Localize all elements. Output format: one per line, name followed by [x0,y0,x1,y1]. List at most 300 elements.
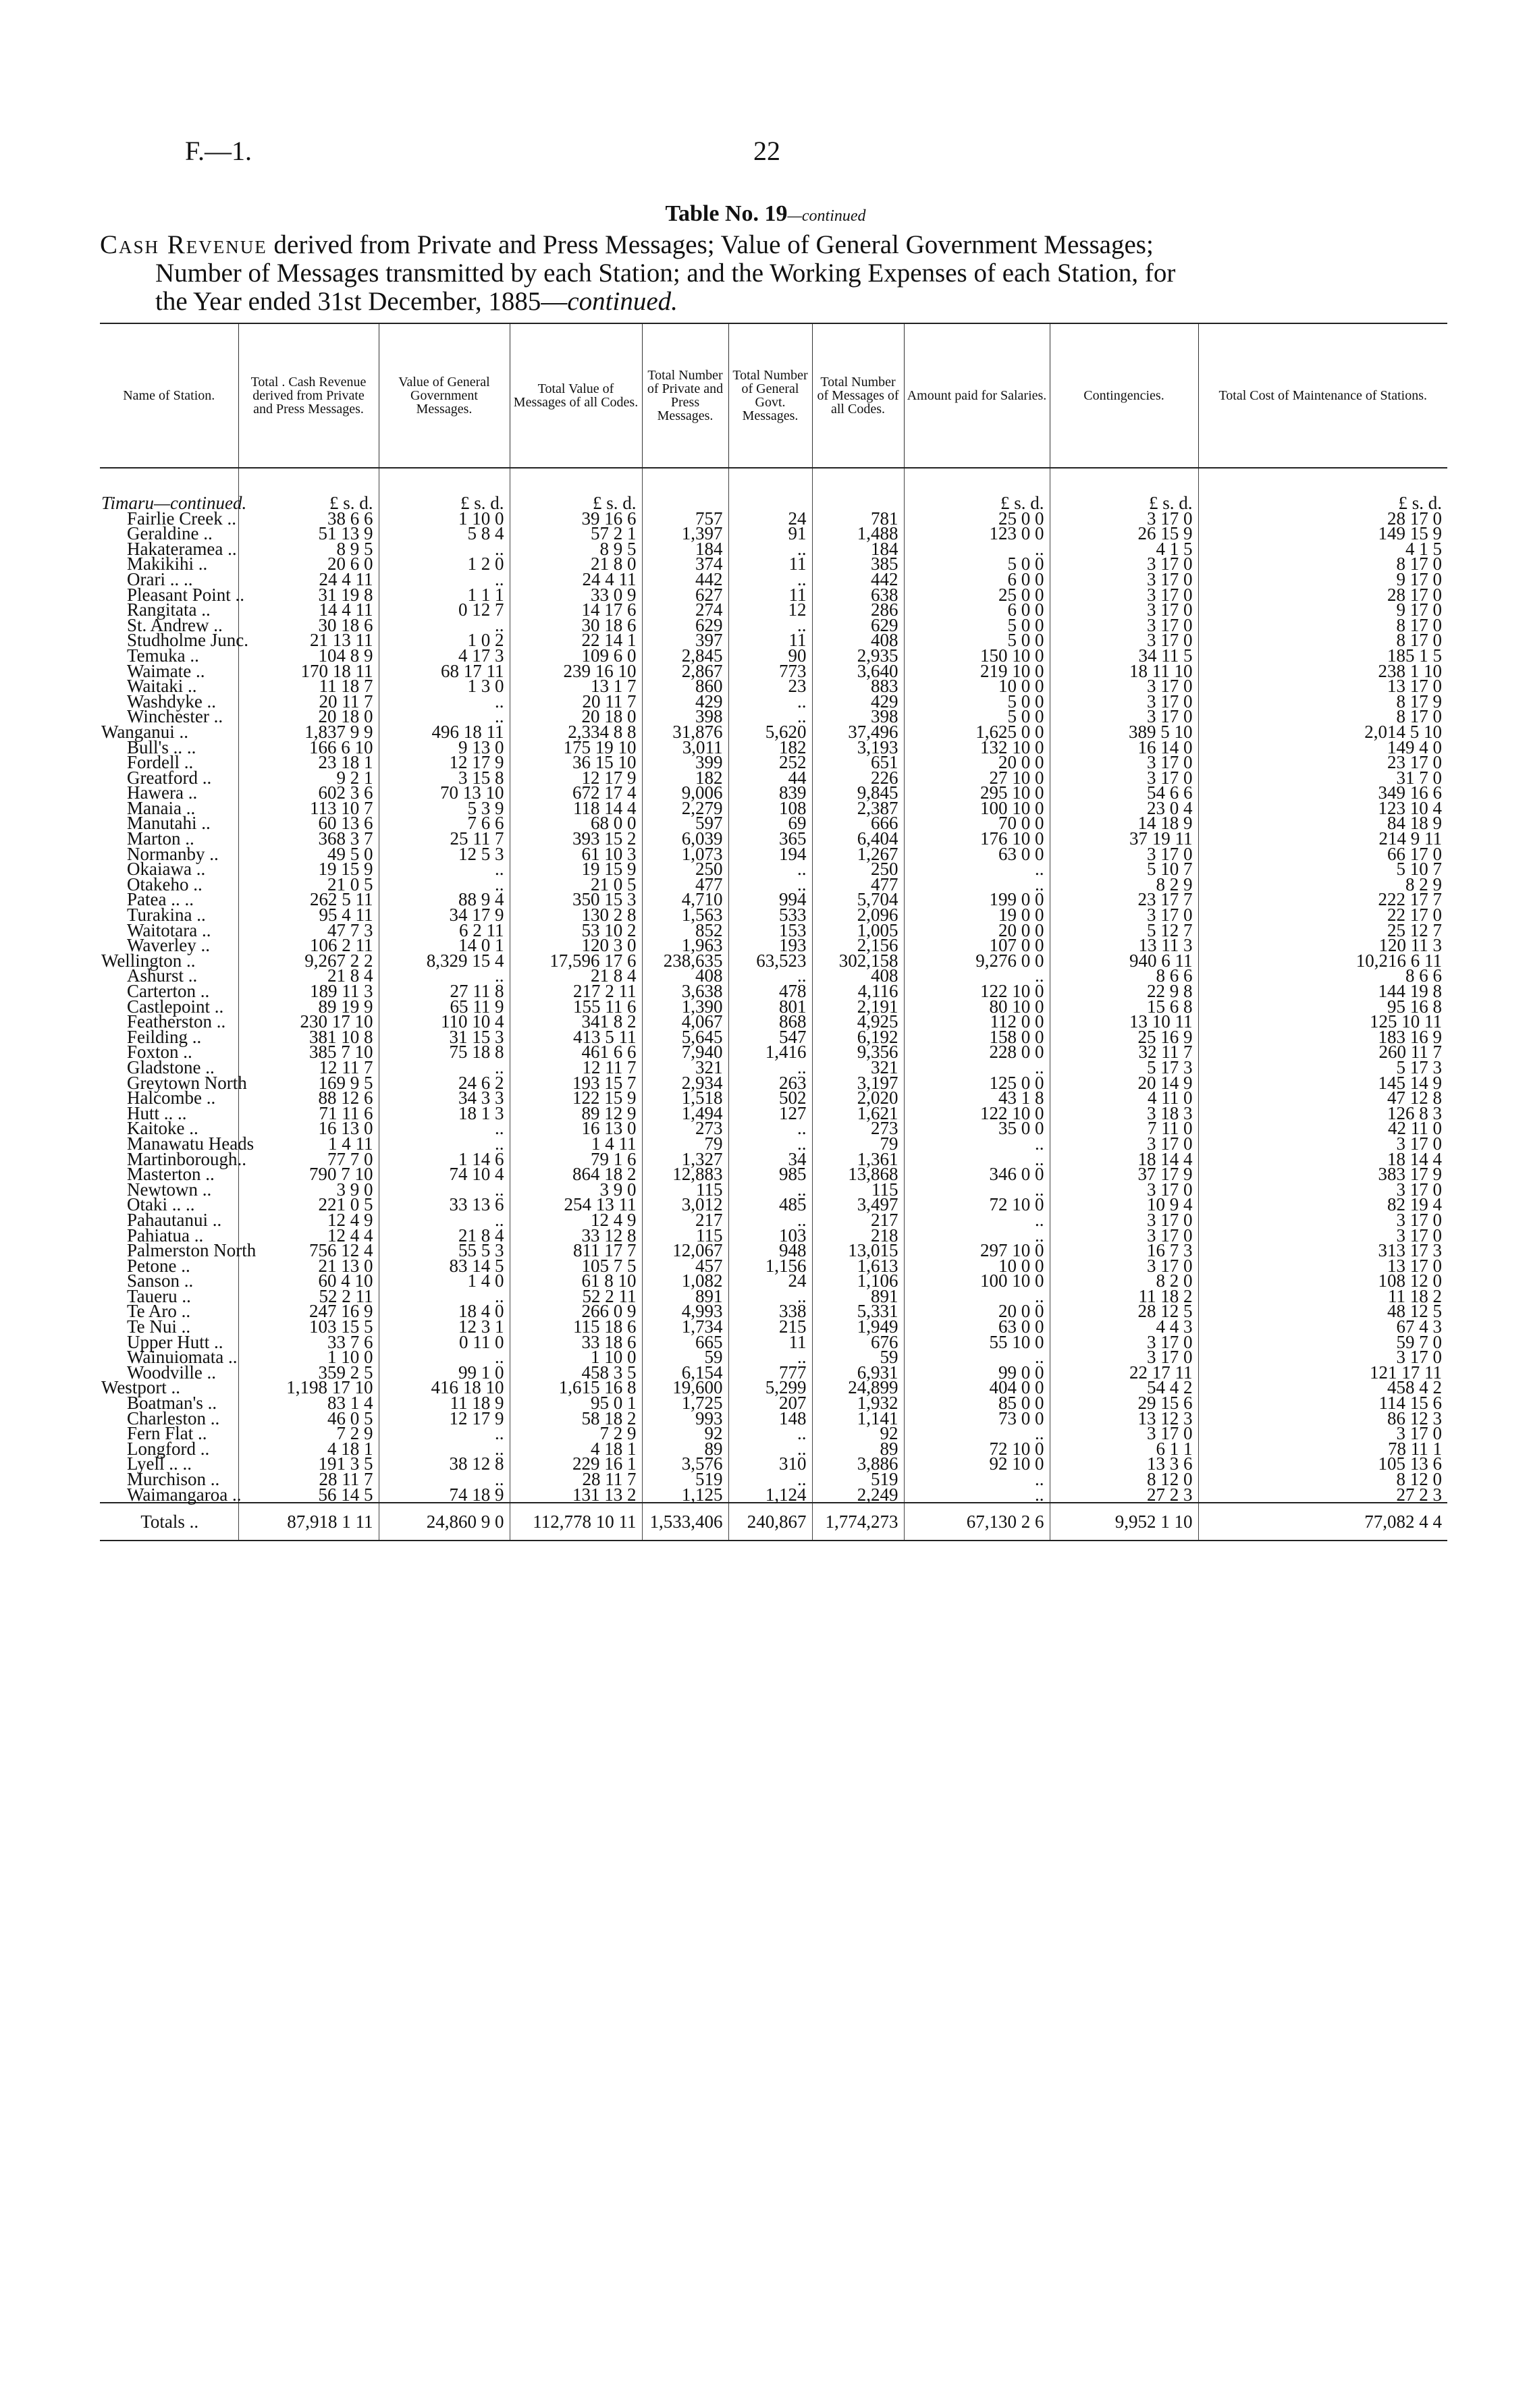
cash-revenue-cell: 247 16 9 [238,1304,379,1319]
salaries-cell: .. [904,1136,1050,1152]
govt-value-cell: .. [379,1426,510,1441]
cash-revenue-cell: 56 14 5 [238,1487,379,1503]
private-count-cell: 12,067 [642,1243,728,1258]
govt-value-cell: 99 1 0 [379,1365,510,1381]
private-count-cell: 6,154 [642,1365,728,1381]
salaries-cell: 72 10 0 [904,1441,1050,1457]
govt-value-cell: 18 1 3 [379,1106,510,1121]
table-row [100,861,1447,877]
private-count-cell: 2,845 [642,648,728,664]
station-name-cell: Wellington .. [101,950,196,971]
total-value-cell: 12 4 9 [510,1212,642,1228]
cash-revenue-cell: 4 18 1 [238,1441,379,1457]
contingencies-cell: 8 2 0 [1050,1273,1198,1289]
table-row [100,1197,1447,1212]
salaries-cell: 35 0 0 [904,1121,1050,1136]
station-name-cell: Newtown .. [127,1179,212,1200]
salaries-cell: 6 0 0 [904,602,1050,618]
cash-revenue-cell: 8 9 5 [238,541,379,557]
govt-value-cell: 7 6 6 [379,815,510,831]
salaries-cell: 123 0 0 [904,526,1050,541]
total-value-cell: 28 11 7 [510,1472,642,1487]
private-count-cell: 1,725 [642,1395,728,1411]
total-count-cell: 273 [812,1121,904,1136]
govt-value-cell: 12 5 3 [379,847,510,862]
station-name-cell: Okaiawa .. [127,859,206,880]
totals-row [100,1503,1447,1541]
salaries-cell: 1,625 0 0 [904,724,1050,740]
total-count-cell: 4,925 [812,1014,904,1029]
total-value-cell: 12 17 9 [510,770,642,786]
total-count-cell: 5,331 [812,1304,904,1319]
contingencies-cell: 37 17 9 [1050,1167,1198,1182]
station-name-cell: Waimate .. [127,660,205,681]
private-count-cell: 629 [642,618,728,633]
govt-value-cell: 75 18 8 [379,1044,510,1060]
govt-count-cell: .. [728,709,812,724]
cash-revenue-cell: 9,267 2 2 [238,953,379,969]
table-row [100,587,1447,603]
table-row [100,815,1447,831]
cash-revenue-cell: 46 0 5 [238,1411,379,1426]
unit-label: £ s. d. [379,496,510,511]
station-name-cell: Greatford .. [127,767,212,788]
private-count-cell: 79 [642,1136,728,1152]
cash-revenue-cell: 12 4 4 [238,1228,379,1243]
govt-count-cell: 478 [728,984,812,999]
cash-revenue-cell: 191 3 5 [238,1456,379,1472]
govt-count-cell: 63,523 [728,953,812,969]
total-value-cell: 68 0 0 [510,815,642,831]
total-count-cell: 2,935 [812,648,904,664]
table-row [100,1136,1447,1152]
station-name-cell: Woodville .. [127,1362,217,1383]
private-count-cell: 2,934 [642,1075,728,1091]
cash-revenue-cell: 51 13 9 [238,526,379,541]
contingencies-cell: 3 17 0 [1050,1335,1198,1350]
station-name-cell: Lyell .. .. [127,1453,192,1474]
govt-count-cell: 91 [728,526,812,541]
contingencies-cell: 13 3 6 [1050,1456,1198,1472]
cash-revenue-cell: 31 19 8 [238,587,379,603]
maintenance-cell: 105 13 6 [1198,1456,1447,1472]
total-value-cell: 1 4 11 [510,1136,642,1152]
table-row [100,1228,1447,1243]
contingencies-cell: 13 11 3 [1050,938,1198,953]
station-name-cell: Pahiatua .. [127,1225,204,1246]
private-count-cell: 4,067 [642,1014,728,1029]
govt-count-cell: .. [728,1182,812,1198]
station-name-cell: Taueru .. [127,1285,191,1306]
govt-value-cell: 12 17 9 [379,755,510,770]
contingencies-cell: 3 17 0 [1050,602,1198,618]
contingencies-cell: 3 17 0 [1050,633,1198,648]
govt-value-cell: 12 3 1 [379,1319,510,1335]
govt-count-cell: 338 [728,1304,812,1319]
contingencies-cell: 22 9 8 [1050,984,1198,999]
total-count-cell: 6,931 [812,1365,904,1381]
station-name-cell: Otakeho .. [127,874,203,894]
table-row [100,694,1447,710]
unit-label: £ s. d. [904,496,1050,511]
cash-revenue-cell: 103 15 5 [238,1319,379,1335]
cash-revenue-cell: 3 9 0 [238,1182,379,1198]
total-count-cell: 666 [812,815,904,831]
salaries-cell: .. [904,1426,1050,1441]
contingencies-cell: 5 10 7 [1050,861,1198,877]
contingencies-cell: 940 6 11 [1050,953,1198,969]
salaries-cell: 219 10 0 [904,664,1050,679]
govt-count-cell: 23 [728,678,812,694]
private-count-cell: 115 [642,1228,728,1243]
contingencies-cell: 23 0 4 [1050,801,1198,816]
total-count-cell: 2,096 [812,907,904,923]
cash-revenue-cell: 1,837 9 9 [238,724,379,740]
total-value-cell: 19 15 9 [510,861,642,877]
station-name-cell: Fairlie Creek .. [127,508,236,529]
col-header-salaries: Amount paid for Salaries. [904,323,1050,468]
maintenance-cell: 349 16 6 [1198,785,1447,801]
maintenance-cell: 25 12 7 [1198,923,1447,938]
cash-revenue-cell: 33 7 6 [238,1335,379,1350]
govt-value-cell: 1 10 0 [379,511,510,527]
contingencies-cell: 10 9 4 [1050,1197,1198,1212]
contingencies-cell: 23 17 7 [1050,892,1198,907]
maintenance-cell: 4 1 5 [1198,541,1447,557]
cash-revenue-cell: 756 12 4 [238,1243,379,1258]
salaries-cell: .. [904,1182,1050,1198]
govt-count-cell: 485 [728,1197,812,1212]
cash-revenue-cell: 21 13 11 [238,633,379,648]
private-count-cell: 2,279 [642,801,728,816]
govt-value-cell: 5 8 4 [379,526,510,541]
govt-value-cell: 1 2 0 [379,556,510,572]
total-value-cell: 79 1 6 [510,1152,642,1167]
total-count-cell: 89 [812,1441,904,1457]
govt-count-cell: 24 [728,1273,812,1289]
govt-value-cell: 14 0 1 [379,938,510,953]
station-name-cell: Hutt .. .. [127,1102,187,1123]
cash-revenue-cell: 49 5 0 [238,847,379,862]
total-count-cell: 217 [812,1212,904,1228]
total-value-cell: 350 15 3 [510,892,642,907]
total-value-cell: 61 8 10 [510,1273,642,1289]
salaries-cell: 100 10 0 [904,1273,1050,1289]
govt-count-cell: .. [728,572,812,587]
cash-revenue-cell: 52 2 11 [238,1289,379,1304]
contingencies-cell: 22 17 11 [1050,1365,1198,1381]
cash-revenue-cell: 38 6 6 [238,511,379,527]
table-row [100,1044,1447,1060]
govt-value-cell: 70 13 10 [379,785,510,801]
total-count-cell: 651 [812,755,904,770]
total-count-cell: 883 [812,678,904,694]
total-value-cell: 3 9 0 [510,1182,642,1198]
salaries-cell: 199 0 0 [904,892,1050,907]
station-name-cell: Waitaki .. [127,676,197,697]
table-row [100,770,1447,786]
salaries-cell: 132 10 0 [904,740,1050,755]
table-row [100,1304,1447,1319]
contingencies-cell: 16 14 0 [1050,740,1198,755]
total-count-cell: 3,197 [812,1075,904,1091]
maintenance-cell: 185 1 5 [1198,648,1447,664]
cash-revenue-cell: 77 7 0 [238,1152,379,1167]
cash-revenue-cell: 7 2 9 [238,1426,379,1441]
private-count-cell: 273 [642,1121,728,1136]
total-value-cell: 24 4 11 [510,572,642,587]
total-station-name-cell: Totals .. [100,1503,238,1541]
govt-value-cell: 5 3 9 [379,801,510,816]
subtitle-line-1-text: derived from Private and Press Messages; Value of General Government Messages; [273,230,1154,259]
maintenance-cell: 9 17 0 [1198,572,1447,587]
station-name-cell: Waimangaroa .. [127,1484,242,1505]
private-count-cell: 274 [642,602,728,618]
subtitle-line-3 [100,288,1447,316]
salaries-cell: 20 0 0 [904,1304,1050,1319]
total-total-value-cell: 112,778 10 11 [510,1503,642,1541]
govt-value-cell: .. [379,1441,510,1457]
table-row [100,1167,1447,1182]
contingencies-cell: 11 18 2 [1050,1289,1198,1304]
private-count-cell: 429 [642,694,728,710]
contingencies-cell: 3 17 0 [1050,678,1198,694]
cash-revenue-cell: 60 13 6 [238,815,379,831]
contingencies-cell: 3 17 0 [1050,755,1198,770]
maintenance-cell: 144 19 8 [1198,984,1447,999]
cash-revenue-cell: 262 5 11 [238,892,379,907]
column-header-row [100,323,1447,468]
private-count-cell: 2,867 [642,664,728,679]
total-count-cell: 2,387 [812,801,904,816]
table-row [100,1090,1447,1106]
total-count-cell: 2,191 [812,999,904,1015]
total-count-cell: 1,106 [812,1273,904,1289]
col-header-maintenance: Total Cost of Maintenance of Stations. [1198,323,1447,468]
maintenance-cell: 8 6 6 [1198,968,1447,984]
station-name-cell: Makikihi .. [127,554,208,574]
cash-revenue-cell: 71 11 6 [238,1106,379,1121]
maintenance-cell: 3 17 0 [1198,1349,1447,1365]
salaries-cell: .. [904,861,1050,877]
private-count-cell: 627 [642,587,728,603]
govt-count-cell: .. [728,1349,812,1365]
station-name-cell: Manutahi .. [127,813,211,834]
total-count-cell: 3,193 [812,740,904,755]
govt-value-cell: 18 4 0 [379,1304,510,1319]
total-value-cell: 20 18 0 [510,709,642,724]
govt-count-cell: 103 [728,1228,812,1243]
table-row [100,907,1447,923]
table-row [100,1426,1447,1441]
table-row [100,724,1447,740]
govt-value-cell: 21 8 4 [379,1228,510,1243]
station-name-cell: Castlepoint .. [127,996,224,1017]
maintenance-cell: 3 17 0 [1198,1426,1447,1441]
salaries-cell: 80 10 0 [904,999,1050,1015]
salaries-cell: 63 0 0 [904,1319,1050,1335]
station-name-cell: Turakina .. [127,905,206,926]
table-row [100,1075,1447,1091]
spacer-row [100,468,1447,496]
maintenance-cell: 84 18 9 [1198,815,1447,831]
maintenance-cell: 3 17 0 [1198,1136,1447,1152]
cash-revenue-cell: 28 11 7 [238,1472,379,1487]
contingencies-cell: 3 17 0 [1050,847,1198,862]
total-value-cell: 155 11 6 [510,999,642,1015]
total-count-cell: 1,005 [812,923,904,938]
salaries-cell: 10 0 0 [904,1258,1050,1274]
total-cash-revenue-cell: 87,918 1 11 [238,1503,379,1541]
cash-revenue-cell: 16 13 0 [238,1121,379,1136]
govt-count-cell: 11 [728,1335,812,1350]
subtitle-lead: Cash Revenue [100,230,267,259]
salaries-cell: 5 0 0 [904,694,1050,710]
total-salaries-cell: 67,130 2 6 [904,1503,1050,1541]
total-value-cell: 1,615 16 8 [510,1380,642,1395]
salaries-cell: 25 0 0 [904,511,1050,527]
cash-revenue-cell: 170 18 11 [238,664,379,679]
salaries-cell: .. [904,1349,1050,1365]
total-maintenance-cell: 77,082 4 4 [1198,1503,1447,1541]
contingencies-cell: 29 15 6 [1050,1395,1198,1411]
salaries-cell: 176 10 0 [904,831,1050,847]
private-count-cell: 993 [642,1411,728,1426]
total-count-cell: 1,613 [812,1258,904,1274]
cash-revenue-cell: 381 10 8 [238,1029,379,1045]
station-name-cell: Te Aro .. [127,1301,191,1322]
station-name-cell: Greytown North [127,1072,247,1093]
contingencies-cell: 3 17 0 [1050,587,1198,603]
station-name-cell: Waverley .. [127,935,211,956]
govt-value-cell: 83 14 5 [379,1258,510,1274]
govt-value-cell: 24 6 2 [379,1075,510,1091]
private-count-cell: 374 [642,556,728,572]
govt-value-cell: .. [379,968,510,984]
private-count-cell: 250 [642,861,728,877]
govt-count-cell: .. [728,1472,812,1487]
govt-value-cell: 68 17 11 [379,664,510,679]
contingencies-cell: 3 17 0 [1050,1212,1198,1228]
govt-value-cell: 25 11 7 [379,831,510,847]
govt-count-cell: 1,156 [728,1258,812,1274]
govt-count-cell: 207 [728,1395,812,1411]
contingencies-cell: 20 14 9 [1050,1075,1198,1091]
govt-value-cell: 4 17 3 [379,648,510,664]
maintenance-cell: 11 18 2 [1198,1289,1447,1304]
govt-count-cell: 11 [728,633,812,648]
station-name-cell: Palmerston North [127,1240,257,1261]
govt-value-cell: .. [379,1472,510,1487]
salaries-cell: 85 0 0 [904,1395,1050,1411]
private-count-cell: 1,125 [642,1487,728,1503]
cash-revenue-cell: 12 11 7 [238,1060,379,1075]
private-count-cell: 3,638 [642,984,728,999]
contingencies-cell: 14 18 9 [1050,815,1198,831]
station-name-cell: Washdyke .. [127,691,217,712]
private-count-cell: 184 [642,541,728,557]
govt-value-cell: 38 12 8 [379,1456,510,1472]
private-count-cell: 1,390 [642,999,728,1015]
govt-count-cell: 533 [728,907,812,923]
maintenance-cell: 18 14 4 [1198,1152,1447,1167]
col-header-govt-count: Total Number of General Govt. Messages. [728,323,812,468]
govt-count-cell: 502 [728,1090,812,1106]
govt-value-cell: 34 3 3 [379,1090,510,1106]
station-name-cell: Westport .. [101,1377,181,1398]
private-count-cell: 12,883 [642,1167,728,1182]
table-title-suffix: —continued [787,207,866,225]
govt-value-cell: 1 1 1 [379,587,510,603]
govt-count-cell: 127 [728,1106,812,1121]
table-row [100,1441,1447,1457]
total-value-cell: 30 18 6 [510,618,642,633]
total-count-cell: 2,156 [812,938,904,953]
maintenance-cell: 59 7 0 [1198,1335,1447,1350]
total-count-cell: 4,116 [812,984,904,999]
total-value-cell: 175 19 10 [510,740,642,755]
cash-revenue-cell: 385 7 10 [238,1044,379,1060]
table-row [100,1395,1447,1411]
total-value-cell: 458 3 5 [510,1365,642,1381]
contingencies-cell: 3 17 0 [1050,1258,1198,1274]
total-value-cell: 239 16 10 [510,664,642,679]
total-value-cell: 20 11 7 [510,694,642,710]
maintenance-cell: 8 12 0 [1198,1472,1447,1487]
table-row [100,1106,1447,1121]
total-count-cell: 5,704 [812,892,904,907]
contingencies-cell: 27 2 3 [1050,1487,1198,1503]
station-name-cell: Featherston .. [127,1011,226,1032]
total-count-cell: 286 [812,602,904,618]
govt-count-cell: .. [728,541,812,557]
govt-count-cell: 69 [728,815,812,831]
govt-value-cell: 0 12 7 [379,602,510,618]
maintenance-cell: 3 17 0 [1198,1212,1447,1228]
maintenance-cell: 28 17 0 [1198,587,1447,603]
govt-value-cell: 33 13 6 [379,1197,510,1212]
total-value-cell: 811 17 7 [510,1243,642,1258]
cash-revenue-cell: 104 8 9 [238,648,379,664]
contingencies-cell: 3 17 0 [1050,1426,1198,1441]
maintenance-cell: 8 2 9 [1198,877,1447,892]
subtitle-line-3-text: the Year ended 31st December, 1885— [155,287,568,316]
cash-revenue-cell: 368 3 7 [238,831,379,847]
total-count-cell: 781 [812,511,904,527]
table-row [100,1152,1447,1167]
govt-value-cell: 65 11 9 [379,999,510,1015]
table-row [100,1212,1447,1228]
contingencies-cell: 26 15 9 [1050,526,1198,541]
table-row [100,1289,1447,1304]
govt-value-cell: 3 15 8 [379,770,510,786]
maintenance-cell: 3 17 0 [1198,1182,1447,1198]
station-name-cell: Otaki .. .. [127,1194,195,1215]
govt-count-cell: 153 [728,923,812,938]
govt-count-cell: 5,299 [728,1380,812,1395]
total-count-cell: 13,868 [812,1167,904,1182]
salaries-cell: 19 0 0 [904,907,1050,923]
subtitle-line-1 [100,231,1447,259]
contingencies-cell: 4 1 5 [1050,541,1198,557]
govt-count-cell: 252 [728,755,812,770]
total-value-cell: 17,596 17 6 [510,953,642,969]
salaries-cell: 72 10 0 [904,1197,1050,1212]
total-value-cell: 193 15 7 [510,1075,642,1091]
total-value-cell: 14 17 6 [510,602,642,618]
total-count-cell: 37,496 [812,724,904,740]
table-row [100,785,1447,801]
